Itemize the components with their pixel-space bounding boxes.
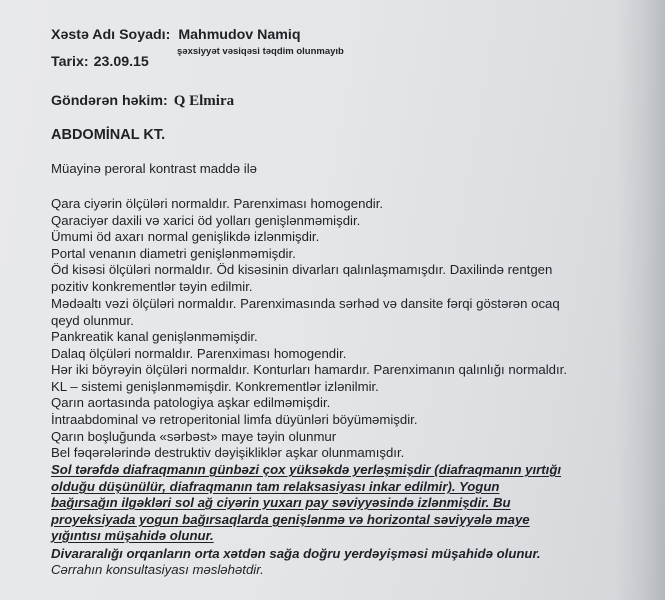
finding-line: olduğu düşünülür, diafraqmanın tam relaksasiyası inkar edilmir). Yogun — [51, 479, 500, 494]
report-line: Qarın boşluğunda «sərbəst» maye təyin olunmur — [51, 429, 337, 444]
recommendation-line: Cərrahın konsultasiyası məsləhətdir. — [51, 562, 264, 577]
report-line: Dalaq ölçüləri normaldır. Parenximası homogendir. — [51, 346, 347, 361]
report-line: Pankreatik kanal genişlənməmişdir. — [51, 329, 258, 344]
doctor-name: Q Elmira — [173, 93, 235, 109]
finding-line: bağırsağın ilgəkləri sol ağ ciyərin yuxarı pay səviyyəsində izlənmişdir. Bu — [51, 495, 511, 510]
date-value: 23.09.15 — [93, 54, 149, 70]
report-line: İntraabdominal və retroperitonial limfa düyünləri böyüməmişdir. — [51, 412, 418, 427]
finding-line: yığıntısı müşahidə olunur. — [51, 528, 214, 543]
finding-line: proyeksiyada yogun bağırsaqlarda genişlənmə və horizontal səviyyələ maye — [51, 512, 530, 527]
finding-line: Sol tərəfdə diafraqmanın günbəzi çox yüksəkdə yerləşmişdir (diafraqmanın yırtığı — [51, 462, 562, 477]
id-note: şəxsiyyət vəsiqəsi təqdim olunmayıb — [177, 46, 344, 57]
report-line: Portal venanın diametri genişlənməmişdir. — [51, 246, 296, 261]
report-line: Qarın aortasında patologiya aşkar edilməmişdir. — [51, 395, 331, 410]
paper-fold-shadow — [617, 0, 665, 600]
report-line: Qara ciyərin ölçüləri normaldır. Parenximası homogendir. — [51, 196, 384, 211]
report-line: Ümumi öd axarı normal genişlikdə izlənmişdir. — [51, 229, 320, 244]
doctor-row — [51, 93, 234, 109]
conclusion-line: Divararalığı orqanların orta xətdən sağa doğru yerdəyişməsi müşahidə olunur. — [51, 546, 541, 561]
report-line: Mədəaltı vəzi ölçüləri normaldır. Parenximasında sərhəd və dansite fərqi göstərən ocaq — [51, 296, 560, 311]
report-line: Bel fəqərələrində destruktiv dəyişikliklər aşkar olunmamışdır. — [51, 445, 405, 460]
patient-row — [51, 27, 301, 43]
report-line: pozitiv konkrementlər təyin edilmir. — [51, 279, 253, 294]
date-label: Tarix: — [51, 54, 89, 70]
report-line: KL – sistemi genişlənməmişdir. Konkrementlər izlənilmir. — [51, 379, 379, 394]
doctor-label: Göndərən həkim: — [51, 93, 168, 109]
report-line: Hər iki böyrəyin ölçüləri normaldır. Konturları hamardır. Parenximanın qalınlığı normaldır. — [51, 362, 568, 377]
report-line: qeyd olunmur. — [51, 313, 134, 328]
patient-name: Mahmudov Namiq — [178, 27, 301, 43]
report-line: Öd kisəsi ölçüləri normaldır. Öd kisəsinin divarları qalınlaşmamışdır. Daxilində rentgen — [51, 262, 553, 277]
report-title: ABDOMİNAL KT. — [51, 127, 166, 143]
report-intro: Müayinə peroral kontrast maddə ilə — [51, 161, 257, 176]
patient-label: Xəstə Adı Soyadı: — [51, 27, 171, 43]
date-row — [51, 54, 149, 70]
report-line: Qaraciyər daxili və xarici öd yolları genişlənməmişdir. — [51, 213, 361, 228]
